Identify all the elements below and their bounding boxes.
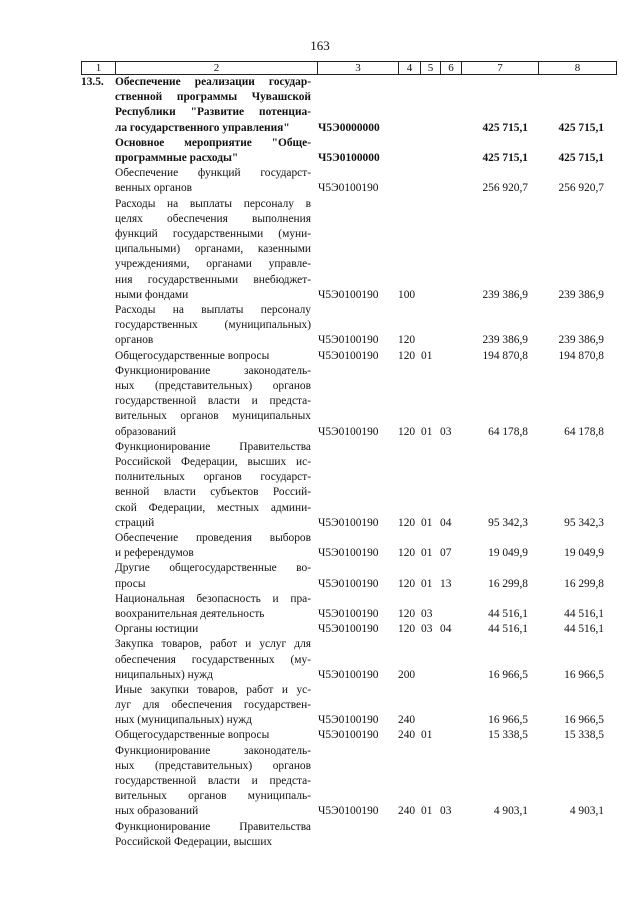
row-code: Ч5Э0100190	[318, 623, 379, 636]
table-row	[0, 592, 640, 622]
row-subsection: 04	[440, 623, 452, 636]
row-expense-type: 120	[398, 334, 416, 347]
table-row	[0, 531, 640, 561]
column-header-4: 4	[399, 62, 421, 75]
row-name-line: Функционирование законодатель-	[115, 364, 311, 377]
row-code: Ч5Э0100190	[318, 668, 379, 681]
row-name-line: венных органов	[115, 182, 193, 195]
row-name	[115, 683, 311, 729]
row-code: Ч5Э0100190	[318, 288, 379, 301]
row-name-line: Расходы на выплаты персоналу в	[115, 197, 311, 210]
row-code: Ч5Э0100000	[318, 151, 380, 164]
row-section: 01	[421, 349, 433, 362]
row-name-line: Органы юстиции	[115, 623, 199, 636]
row-name-line: ла государственного управления"	[115, 121, 290, 134]
row-name-line: и референдумов	[115, 547, 194, 560]
row-name	[115, 197, 311, 303]
row-value-1: 15 338,5	[488, 729, 528, 742]
row-expense-type: 120	[398, 623, 416, 636]
row-value-2: 16 966,5	[564, 668, 604, 681]
row-expense-type: 240	[398, 729, 416, 742]
row-name-line: Иные закупки товаров, работ и ус-	[115, 683, 311, 696]
row-value-1: 4 903,1	[493, 805, 528, 818]
row-name-line: Российской Федерации, высших ис-	[115, 455, 311, 468]
column-header-7: 7	[462, 62, 539, 75]
row-value-2: 256 920,7	[558, 182, 604, 195]
row-name-line: ния государственными внебюджет-	[115, 273, 311, 286]
row-name-line: ниципальных) нужд	[115, 668, 213, 681]
row-name-line: ными фондами	[115, 288, 189, 301]
row-name-line: Общегосударственные вопросы	[115, 349, 270, 362]
table-row	[0, 75, 640, 136]
row-subsection: 03	[440, 805, 452, 818]
row-name-line: Расходы на выплаты персоналу	[115, 303, 311, 316]
row-value-2: 425 715,1	[558, 121, 604, 134]
row-name-line: ципальными) органами, казенными	[115, 243, 311, 256]
row-name	[115, 364, 311, 440]
row-section: 01	[421, 425, 433, 438]
row-section: 01	[421, 547, 433, 560]
row-name-line: государственных (муниципальных)	[115, 319, 311, 332]
row-value-1: 16 966,5	[488, 668, 528, 681]
row-name-line: ных (муниципальных) нужд	[115, 714, 252, 727]
row-value-2: 19 049,9	[564, 547, 604, 560]
row-code: Ч5Э0100190	[318, 334, 379, 347]
row-code: Ч5Э0100190	[318, 516, 379, 529]
column-header-2: 2	[116, 62, 318, 75]
page-number: 163	[310, 38, 330, 53]
row-code: Ч5Э0100190	[318, 805, 379, 818]
row-name-line: образований	[115, 425, 176, 438]
row-name-line: ных (представительных) органов	[115, 759, 311, 772]
row-expense-type: 120	[398, 349, 416, 362]
row-name-line: Российской Федерации, высших	[115, 835, 273, 848]
row-name	[115, 75, 311, 136]
row-section: 01	[421, 805, 433, 818]
column-header-8: 8	[539, 62, 617, 75]
row-value-1: 19 049,9	[488, 547, 528, 560]
row-value-1: 239 386,9	[482, 334, 528, 347]
row-name-line: просы	[115, 577, 146, 590]
row-expense-type: 120	[398, 577, 416, 590]
row-expense-type: 120	[398, 607, 416, 620]
row-section: 01	[421, 577, 433, 590]
row-value-2: 64 178,8	[564, 425, 604, 438]
row-expense-type: 240	[398, 714, 416, 727]
row-code: Ч5Э0100190	[318, 729, 379, 742]
row-name-line: Закупка товаров, работ и услуг для	[115, 638, 311, 651]
row-name-line: луг для обеспечения государствен-	[115, 699, 311, 712]
row-code: Ч5Э0000000	[318, 121, 380, 134]
row-name	[115, 820, 311, 850]
row-value-1: 44 516,1	[488, 607, 528, 620]
row-value-1: 194 870,8	[482, 349, 528, 362]
row-name	[115, 592, 311, 622]
row-value-2: 239 386,9	[558, 334, 604, 347]
row-code: Ч5Э0100190	[318, 182, 379, 195]
row-name-line: целях обеспечения выполнения	[115, 212, 311, 225]
row-name-line: Республики "Развитие потенциа-	[115, 106, 311, 119]
row-name-line: Обеспечение реализации государ-	[115, 76, 311, 88]
row-name	[115, 531, 311, 561]
row-name-line: обеспечения государственных (му-	[115, 653, 311, 666]
table-row	[0, 683, 640, 729]
header-row	[82, 62, 617, 75]
row-value-1: 256 920,7	[482, 182, 528, 195]
table-row	[0, 166, 640, 196]
row-value-2: 44 516,1	[564, 623, 604, 636]
row-section: 03	[421, 607, 433, 620]
row-name-line: Функционирование Правительства	[115, 440, 311, 453]
row-value-2: 44 516,1	[564, 607, 604, 620]
row-value-2: 16 299,8	[564, 577, 604, 590]
row-name-line: полнительных органов государст-	[115, 471, 311, 484]
row-expense-type: 240	[398, 805, 416, 818]
row-name-line: ных (представительных) органов	[115, 379, 311, 392]
row-name-line: воохранительная деятельность	[115, 607, 265, 620]
row-value-1: 44 516,1	[488, 623, 528, 636]
row-value-2: 239 386,9	[558, 288, 604, 301]
row-name	[115, 166, 311, 196]
column-header-3: 3	[318, 62, 399, 75]
row-name	[115, 303, 311, 349]
row-value-2: 95 342,3	[564, 516, 604, 529]
table-row	[0, 197, 640, 303]
row-value-1: 16 299,8	[488, 577, 528, 590]
table-row	[0, 622, 640, 637]
row-name	[115, 728, 311, 743]
row-expense-type: 100	[398, 288, 416, 301]
row-value-1: 239 386,9	[482, 288, 528, 301]
row-name-line: Обеспечение проведения выборов	[115, 531, 311, 544]
row-value-2: 15 338,5	[564, 729, 604, 742]
row-code: Ч5Э0100190	[318, 547, 379, 560]
row-code: Ч5Э0100190	[318, 714, 379, 727]
row-name	[115, 440, 311, 531]
row-section: 03	[421, 623, 433, 636]
row-name-line: Национальная безопасность и пра-	[115, 592, 311, 605]
row-name-line: Функционирование законодатель-	[115, 744, 311, 757]
row-name-line: вительных органов муниципаль-	[115, 790, 311, 803]
table-row	[0, 561, 640, 591]
row-name-line: учреждениями, органами управле-	[115, 258, 311, 271]
table-header	[81, 61, 617, 75]
column-header-6: 6	[441, 62, 462, 75]
table-row	[0, 820, 640, 850]
row-value-1: 425 715,1	[482, 121, 528, 134]
row-expense-type: 200	[398, 668, 416, 681]
row-name	[115, 622, 311, 637]
column-header-5: 5	[421, 62, 441, 75]
row-name-line: Общегосударственные вопросы	[115, 729, 270, 742]
table-body	[0, 75, 640, 850]
row-value-2: 425 715,1	[558, 151, 604, 164]
table-row	[0, 303, 640, 349]
row-name-line: страций	[115, 516, 155, 529]
row-value-2: 4 903,1	[569, 805, 604, 818]
column-header-1: 1	[82, 62, 116, 75]
row-name-line: Другие общегосударственные во-	[115, 562, 311, 575]
row-name-line: ской Федерации, местных админи-	[115, 501, 311, 514]
row-name-line: государственной власти и предста-	[115, 775, 311, 788]
row-expense-type: 120	[398, 425, 416, 438]
table-row	[0, 728, 640, 743]
table-row	[0, 637, 640, 683]
row-subsection: 07	[440, 547, 452, 560]
row-name-line: органов	[115, 334, 154, 347]
row-value-1: 425 715,1	[482, 151, 528, 164]
row-name	[115, 136, 311, 166]
row-value-1: 64 178,8	[488, 425, 528, 438]
table-row	[0, 364, 640, 440]
row-value-2: 194 870,8	[558, 349, 604, 362]
row-name-line: Основное мероприятие "Обще-	[115, 136, 311, 149]
row-code: Ч5Э0100190	[318, 607, 379, 620]
table-row	[0, 349, 640, 364]
row-name	[115, 637, 311, 683]
row-name-line: функций государственными (муни-	[115, 227, 311, 240]
row-expense-type: 120	[398, 516, 416, 529]
row-name	[115, 349, 311, 364]
row-name-line: Функционирование Правительства	[115, 820, 311, 833]
row-name-line: венной власти субъектов Россий-	[115, 486, 311, 499]
row-code: Ч5Э0100190	[318, 577, 379, 590]
row-name	[115, 561, 311, 591]
table-row	[0, 440, 640, 531]
table-row	[0, 136, 640, 166]
row-number: 13.5.	[81, 76, 104, 88]
row-code: Ч5Э0100190	[318, 425, 379, 438]
row-subsection: 13	[440, 577, 452, 590]
row-value-2: 16 966,5	[564, 714, 604, 727]
row-name-line: Обеспечение функций государст-	[115, 167, 311, 180]
row-name	[115, 744, 311, 820]
row-name-line: ственной программы Чувашской	[115, 91, 311, 104]
row-value-1: 95 342,3	[488, 516, 528, 529]
row-name-line: ных образований	[115, 805, 199, 818]
row-section: 01	[421, 516, 433, 529]
table-row	[0, 744, 640, 820]
row-subsection: 04	[440, 516, 452, 529]
row-name-line: программные расходы"	[115, 152, 239, 164]
row-expense-type: 120	[398, 547, 416, 560]
row-section: 01	[421, 729, 433, 742]
row-name-line: вительных органов муниципальных	[115, 410, 311, 423]
row-subsection: 03	[440, 425, 452, 438]
row-code: Ч5Э0100190	[318, 349, 379, 362]
row-value-1: 16 966,5	[488, 714, 528, 727]
row-name-line: государственной власти и предста-	[115, 395, 311, 408]
